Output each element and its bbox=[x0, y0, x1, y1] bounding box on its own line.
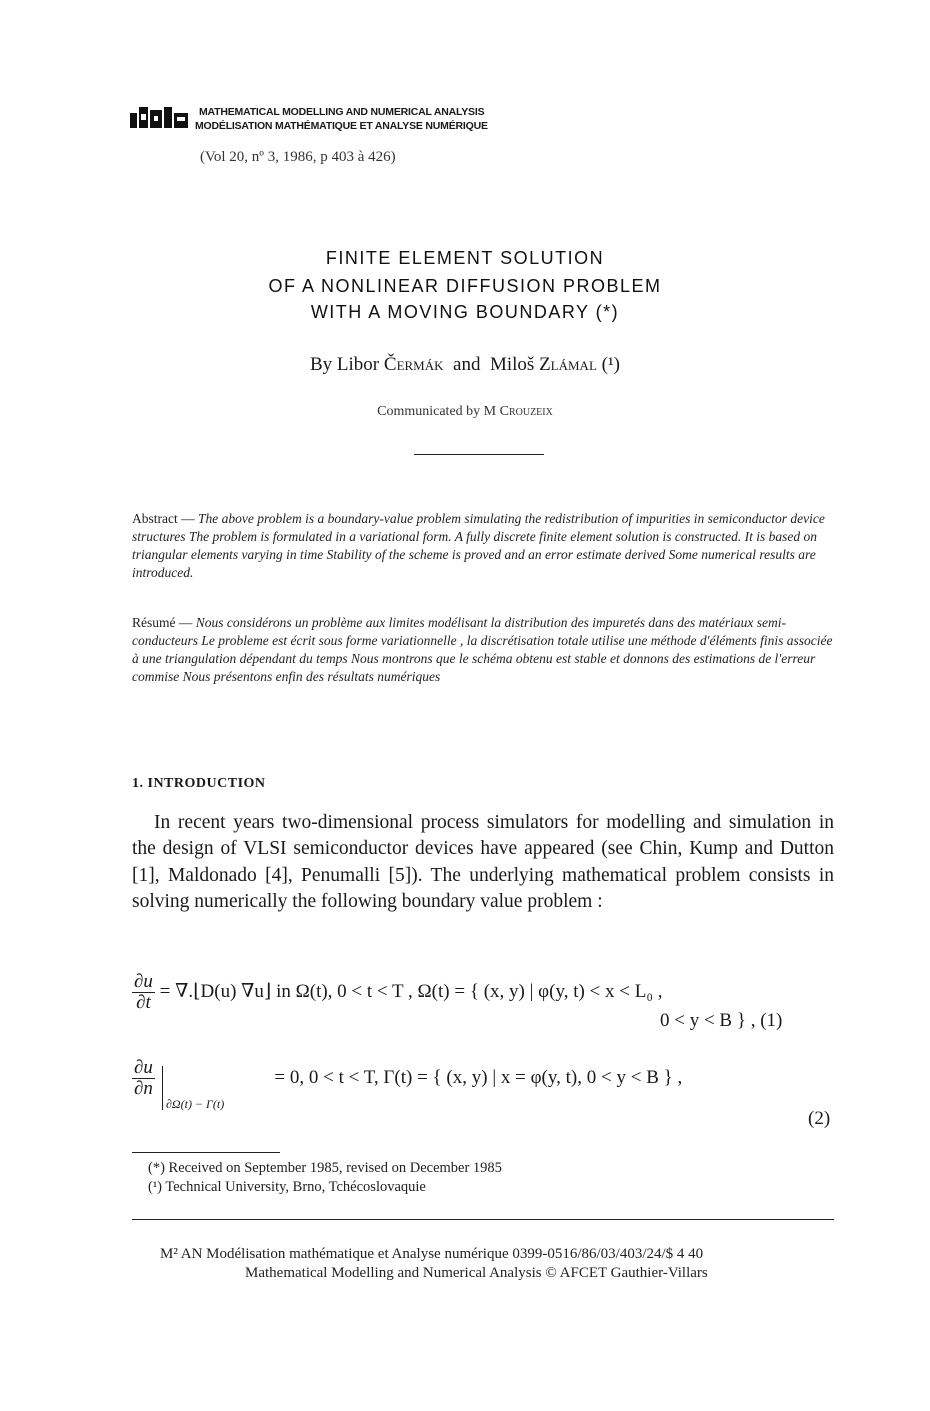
communicated-prefix: Communicated by M bbox=[377, 404, 497, 419]
paper-title-line2: OF A NONLINEAR DIFFUSION PROBLEM bbox=[268, 276, 662, 296]
equation-2 bbox=[132, 1058, 682, 1099]
intro-paragraph bbox=[132, 810, 834, 916]
volume-info: (Vol 20, nº 3, 1986, p 403 à 426) bbox=[200, 149, 396, 165]
communicated-by bbox=[0, 404, 930, 420]
resume-text: Nous considérons un problème aux limites modélisant la distribution des impuretés dans des matériaux semi-conducteurs Le probleme est écrit sous forme variationnelle , la discrétisation totale utilise une méthode d'éléments finis associée à une triangulation dépendant du temps Nous montrons que le schéma obtenu est stable et donnons des estimations de l'erreur commise Nous présentons enfin des résultats numériques bbox=[132, 615, 833, 684]
footer-rule bbox=[132, 1219, 834, 1220]
author-footnote-mark: (¹) bbox=[601, 354, 620, 375]
eq2-lhs-fraction bbox=[132, 1058, 155, 1099]
abstract-text: The above problem is a boundary-value problem simulating the redistribution of impurities in semiconductor device structures The problem is formulated in a variational form. A fully discrete finite element solution is constructed. It is based on triangular elements varying in time Stability of the scheme is proved and an error estimate derived Some numerical results are introduced. bbox=[132, 511, 825, 580]
equation-1-continuation: 0 < y < B } , (1) bbox=[660, 1010, 783, 1031]
eq1-lhs-den: ∂t bbox=[136, 992, 151, 1013]
footnote-affiliation: (¹) Technical University, Brno, Tchécoslovaquie bbox=[148, 1179, 426, 1195]
abstract bbox=[132, 510, 834, 582]
journal-name-fr: MODÉLISATION MATHÉMATIQUE ET ANALYSE NUMÉRIQUE bbox=[195, 120, 488, 132]
footer-line1: M² AN Modélisation mathématique et Analyse numérique 0399-0516/86/03/403/24/$ 4 40 bbox=[160, 1246, 704, 1262]
eq2-evaluation-bar bbox=[162, 1066, 163, 1110]
equation-2-number: (2) bbox=[808, 1108, 831, 1129]
eq1-lhs-fraction bbox=[132, 972, 155, 1013]
eq2-lhs-num: ∂u bbox=[134, 1057, 153, 1078]
paper-title-line3: WITH A MOVING BOUNDARY (*) bbox=[310, 302, 620, 322]
intro-text: In recent years two-dimensional process simulators for modelling and simulation in the design of VLSI semiconductor devices have appeared (see Chin, Kump and Dutton [1], Maldonado [4], Penumalli [5]). The underlying mathematical problem consists in solving numerically the following boundary value problem : bbox=[132, 812, 834, 913]
journal-name-en: MATHEMATICAL MODELLING AND NUMERICAL ANALYSIS bbox=[199, 106, 485, 118]
author2-given: Miloš bbox=[489, 354, 535, 375]
section-heading: 1. INTRODUCTION bbox=[132, 776, 266, 791]
eq2-rhs: = 0, 0 < t < T, Γ(t) = { (x, y) | x = φ(y, t), 0 < y < B } , bbox=[274, 1066, 683, 1088]
eq2-lhs-den: ∂n bbox=[134, 1078, 153, 1099]
journal-logo bbox=[130, 104, 190, 130]
paper-title-line1: FINITE ELEMENT SOLUTION bbox=[325, 248, 605, 268]
eq2-subscript: ∂Ω(t) − Γ(t) bbox=[166, 1097, 225, 1111]
abstract-label: Abstract — bbox=[132, 511, 195, 526]
communicator-name: Crouzeix bbox=[499, 404, 553, 419]
equation-1 bbox=[132, 972, 662, 1013]
resume bbox=[132, 614, 834, 686]
author1-surname: Čermák bbox=[383, 354, 444, 375]
title-divider bbox=[414, 454, 544, 455]
footnote-rule bbox=[132, 1152, 280, 1153]
authors-by: By Libor bbox=[310, 354, 380, 375]
resume-label: Résumé — bbox=[132, 615, 193, 630]
authors-line bbox=[0, 354, 930, 376]
eq1-lhs-num: ∂u bbox=[134, 971, 153, 992]
footer-line2: Mathematical Modelling and Numerical Analysis © AFCET Gauthier-Villars bbox=[245, 1265, 708, 1281]
footnote-received: (*) Received on September 1985, revised on December 1985 bbox=[148, 1160, 502, 1176]
authors-and: and bbox=[453, 354, 481, 375]
author2-surname: Zlámal bbox=[539, 354, 597, 375]
eq1-rhs: = ∇.⌊D(u) ∇u⌋ in Ω(t), 0 < t < T , Ω(t) = { (x, y) | φ(y, t) < x < L₀ , bbox=[159, 980, 663, 1002]
